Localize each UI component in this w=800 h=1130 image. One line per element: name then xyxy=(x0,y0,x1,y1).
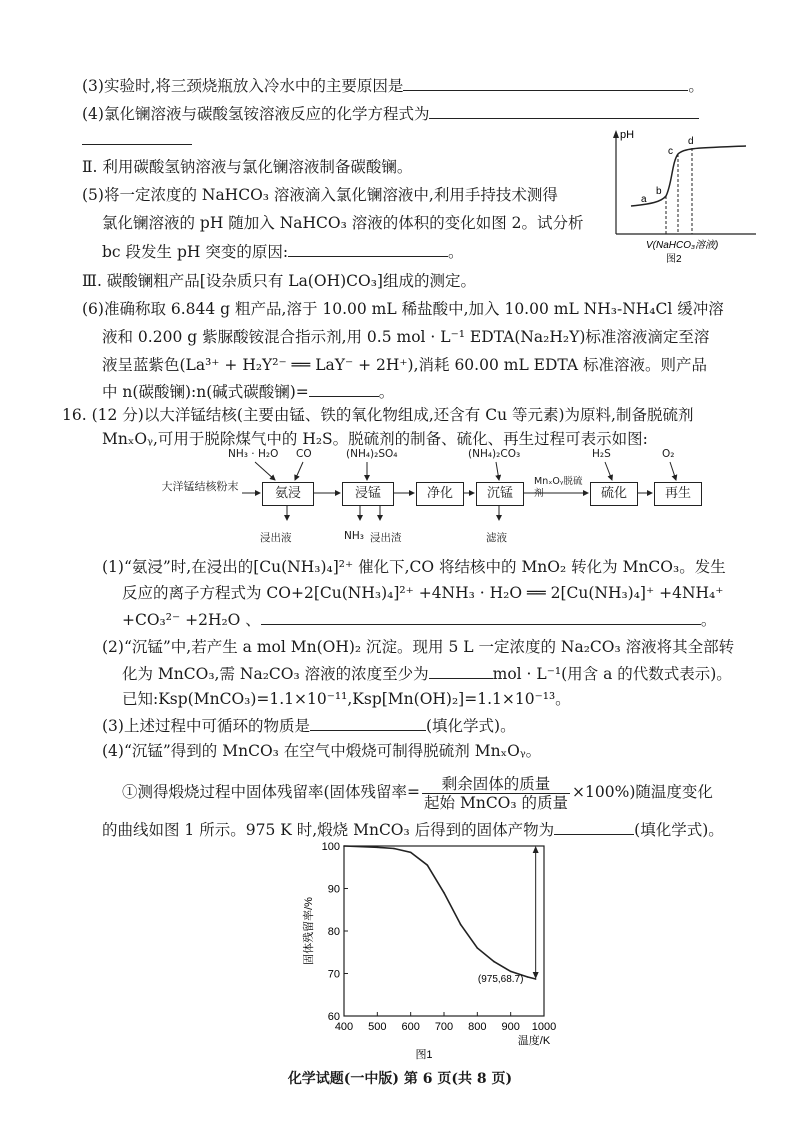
x-tick-label: 800 xyxy=(468,1021,487,1033)
step-regenerate: 再生 xyxy=(654,482,702,506)
point-c: c xyxy=(668,146,673,157)
output-filtrate: 滤液 xyxy=(486,532,507,544)
p4-1: ①测得煅烧过程中固体残留率(固体残留率= $\frac{\text{剩余固体的质量}}{\text{起始 MnCO₃ 的质量}}$ ×100%)随温度变化 xyxy=(122,774,713,812)
step-purify: 净化 xyxy=(416,482,464,506)
fraction: $\frac{\text{剩余固体的质量}}{\text{起始 MnCO₃ 的质量}}$ xyxy=(424,774,569,812)
output-nh3: NH₃ xyxy=(344,530,364,542)
figure-2 xyxy=(596,124,766,274)
data-point xyxy=(427,864,429,866)
data-point xyxy=(410,852,412,854)
step-precipitate: 沉锰 xyxy=(476,482,524,506)
point-b: b xyxy=(656,186,662,197)
point-d: d xyxy=(688,136,694,147)
x-tick-label: 700 xyxy=(434,1021,454,1033)
q15-line3: (3)实验时,将三颈烧瓶放入冷水中的主要原因是 。 xyxy=(82,74,704,97)
page-footer: 化学试题(一中版) 第 6 页(共 8 页) xyxy=(287,1071,513,1087)
x-tick-label: 400 xyxy=(334,1021,354,1033)
fig2-xlabel: V(NaHCO₃溶液) xyxy=(646,240,719,251)
step-ammonia-leach: 氨浸 xyxy=(262,482,314,506)
p1-line2: 反应的离子方程式为 CO+2[Cu(NH₃)₄]²⁺ +4NH₃ · H₂O ══ 2[Cu(NH₃)₄]⁺ +4NH₄⁺ xyxy=(122,584,724,602)
output-leachate: 浸出液 xyxy=(260,532,292,544)
ph-curve xyxy=(631,146,746,206)
arrow-head-top xyxy=(533,846,539,853)
p1-line1: (1)“氨浸”时,在浸出的[Cu(NH₃)₄]²⁺ 催化下,CO 将结核中的 MnO₂ 转化为 MnCO₃。发生 xyxy=(102,558,726,576)
p4: (4)“沉锰”得到的 MnCO₃ 在空气中煅烧可制得脱硫剂 MnₓOᵧ。 xyxy=(102,742,542,760)
q15-line4-cont xyxy=(82,128,192,151)
q5-line2: 氯化镧溶液的 pH 随加入 NaHCO₃ 溶液的体积的变化如图 2。试分析 xyxy=(102,214,584,232)
q5-line3: bc 段发生 pH 突变的原因: 。 xyxy=(102,240,464,263)
annotation: (975,68.7) xyxy=(477,974,524,986)
answer-blank[interactable] xyxy=(429,662,493,679)
x-axis-label: 温度/K xyxy=(517,1035,551,1047)
data-point xyxy=(377,846,379,848)
q5-line1: (5)将一定浓度的 NaHCO₃ 溶液滴入氯化镧溶液中,利用手持技术测得 xyxy=(82,186,558,204)
data-point xyxy=(493,961,495,963)
x-tick-label: 600 xyxy=(401,1021,420,1033)
p1-line3: +CO₃²⁻ +2H₂O 、 。 xyxy=(122,608,716,631)
y-tick-label: 100 xyxy=(321,841,340,853)
data-point xyxy=(460,924,462,926)
answer-blank[interactable] xyxy=(554,818,634,835)
p3: (3)上述过程中可循环的物质是 (填化学式)。 xyxy=(102,714,516,737)
q16-line2: MnₓOᵧ,可用于脱除煤气中的 H₂S。脱硫剂的制备、硫化、再生过程可表示如图: xyxy=(102,430,648,448)
fig2-caption: 图2 xyxy=(666,254,682,265)
flow-sorbent: MnₓOᵧ脱硫剂 xyxy=(534,476,583,499)
flow-input: 大洋锰结核粉末 xyxy=(161,480,239,493)
data-point xyxy=(477,947,479,949)
flow-arrows xyxy=(160,448,720,528)
x-tick-label: 1000 xyxy=(531,1021,557,1033)
x-tick-label: 900 xyxy=(501,1021,520,1033)
reagent-nh3: NH₃ · H₂O xyxy=(228,448,279,460)
p2-line1: (2)“沉锰”中,若产生 a mol Mn(OH)₂ 沉淀。现用 5 L 一定浓度的 Na₂CO₃ 溶液将其全部转 xyxy=(102,638,735,656)
reagent-nh4co3: (NH₄)₂CO₃ xyxy=(468,448,521,460)
section-2: Ⅱ. 利用碳酸氢钠溶液与氯化镧溶液制备碳酸镧。 xyxy=(82,158,413,176)
y-arrow xyxy=(613,130,619,138)
p2-line3: 已知:Ksp(MnCO₃)=1.1×10⁻¹¹,Ksp[Mn(OH)₂]=1.1×10⁻¹³。 xyxy=(122,690,571,708)
p4-2: 的曲线如图 1 所示。975 K 时,煅烧 MnCO₃ 后得到的固体产物为 (填化学式)。 xyxy=(102,818,724,841)
process-flow xyxy=(160,448,720,528)
data-point xyxy=(443,892,445,894)
figure-1-chart xyxy=(300,836,570,1060)
data-point xyxy=(343,845,345,847)
plot-frame xyxy=(344,846,544,1016)
q6-line3: 液呈蓝紫色(La³⁺ + H₂Y²⁻ ══ LaY⁻ + 2H⁺),消耗 60.00 mL EDTA 标准溶液。则产品 xyxy=(102,356,708,374)
step-mn-leach: 浸锰 xyxy=(342,482,394,506)
y-tick-label: 60 xyxy=(327,1011,340,1023)
q6-line2: 液和 0.200 g 紫脲酸铵混合指示剂,用 0.5 mol · L⁻¹ EDTA(Na₂H₂Y)标准溶液滴定至溶 xyxy=(102,328,710,346)
section-3: Ⅲ. 碳酸镧粗产品[设杂质只有 La(OH)CO₃]组成的测定。 xyxy=(82,272,476,290)
answer-blank[interactable] xyxy=(403,74,688,91)
answer-blank[interactable] xyxy=(288,240,448,257)
reagent-o2: O₂ xyxy=(662,448,675,460)
point-a: a xyxy=(641,194,647,205)
answer-blank[interactable] xyxy=(429,102,699,119)
q15-line4: (4)氯化镧溶液与碳酸氢铵溶液反应的化学方程式为 xyxy=(82,102,699,125)
y-tick-label: 90 xyxy=(327,883,340,896)
answer-blank[interactable] xyxy=(310,714,426,731)
series-line xyxy=(344,846,536,979)
reagent-nh4so4: (NH₄)₂SO₄ xyxy=(346,448,398,460)
q6-line4: 中 n(碳酸镧):n(碱式碳酸镧)= 。 xyxy=(102,380,394,403)
reagent-co: CO xyxy=(296,448,312,460)
reagent-h2s: H₂S xyxy=(592,448,611,460)
answer-blank[interactable] xyxy=(261,608,701,625)
q16-line1: 16. (12 分)以大洋锰结核(主要由锰、铁的氧化物组成,还含有 Cu 等元素)为原料,制备脱硫剂 xyxy=(62,406,694,424)
data-point xyxy=(510,971,512,973)
data-point xyxy=(527,976,529,978)
answer-blank[interactable] xyxy=(309,380,379,397)
answer-blank[interactable] xyxy=(82,128,192,145)
output-residue: 浸出渣 xyxy=(370,532,402,544)
q6-line1: (6)准确称取 6.844 g 粗产品,溶于 10.00 mL 稀盐酸中,加入 10.00 mL NH₃-NH₄Cl 缓冲溶 xyxy=(82,300,724,318)
p2-line2: 化为 MnCO₃,需 Na₂CO₃ 溶液的浓度至少为 mol · L⁻¹(用含 a 的代数式表示)。 xyxy=(122,662,732,685)
y-axis-label: 固体残留率/% xyxy=(303,897,315,965)
y-tick-label: 70 xyxy=(327,968,340,981)
fig2-ylabel: pH xyxy=(620,129,635,141)
y-tick-label: 80 xyxy=(327,926,340,938)
chart-caption: 图1 xyxy=(415,1049,433,1060)
x-tick-label: 500 xyxy=(368,1021,387,1033)
step-sulfidize: 硫化 xyxy=(590,482,638,506)
data-point xyxy=(393,848,395,850)
